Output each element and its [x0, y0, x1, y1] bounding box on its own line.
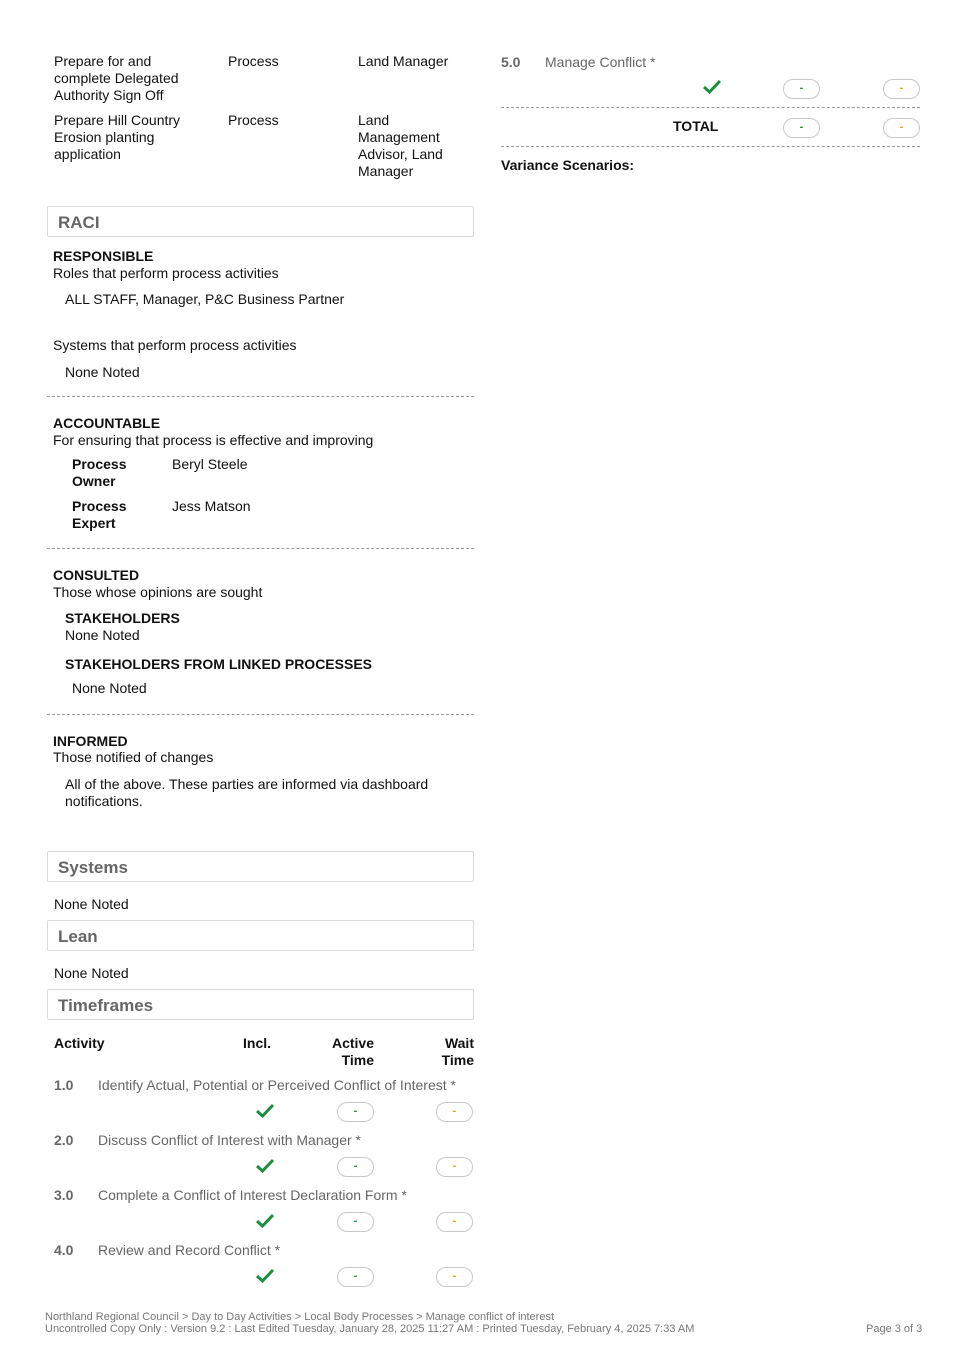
activity-number: 2.0 [54, 1132, 74, 1148]
footer-meta: Uncontrolled Copy Only : Version 9.2 : Last Edited Tuesday, January 28, 2025 11:27 AM : Printed Tuesday, February 4, 2025 7:33 AM [45, 1323, 695, 1335]
activity-name: Complete a Conflict of Interest Declaration Form * [98, 1187, 407, 1203]
total-wait-pill: - [883, 118, 920, 138]
check-icon [256, 1268, 274, 1283]
accountable-heading: ACCOUNTABLE [53, 415, 161, 431]
activity-number: 3.0 [54, 1187, 74, 1203]
divider [501, 107, 920, 108]
process-expert-value: Jess Matson [172, 498, 251, 514]
raci-section-header: RACI [47, 206, 474, 237]
wait-time-pill: - [883, 79, 920, 99]
activity-roles: Land Management Advisor, Land Manager [358, 112, 443, 179]
col-active-time: Active Time [331, 1035, 374, 1068]
activity-roles: Land Manager [358, 53, 449, 69]
col-wait-time: Wait Time [441, 1035, 474, 1068]
divider [47, 714, 474, 715]
wait-time-pill: - [436, 1212, 473, 1232]
activity-type: Process [228, 53, 279, 69]
divider [501, 146, 920, 147]
variance-scenarios-label: Variance Scenarios: [501, 157, 635, 173]
activity-name: Prepare Hill Country Erosion planting application [54, 112, 181, 162]
informed-desc: Those notified of changes [53, 749, 214, 765]
lean-section-value: None Noted [54, 965, 129, 981]
active-time-pill: - [783, 79, 820, 99]
linked-stakeholders-value: None Noted [72, 680, 147, 696]
total-active-pill: - [783, 118, 820, 138]
divider [47, 396, 474, 397]
divider [47, 548, 474, 549]
activity-type: Process [228, 112, 279, 128]
total-label: TOTAL [673, 118, 719, 134]
check-icon [256, 1103, 274, 1118]
wait-time-pill: - [436, 1267, 473, 1287]
activity-number: 1.0 [54, 1077, 74, 1093]
responsible-roles: ALL STAFF, Manager, P&C Business Partner [65, 291, 345, 307]
activity-name: Discuss Conflict of Interest with Manager * [98, 1132, 361, 1148]
col-incl: Incl. [243, 1035, 272, 1051]
check-icon [703, 79, 721, 94]
activity-name: Review and Record Conflict * [98, 1242, 281, 1258]
activity-name: Identify Actual, Potential or Perceived Conflict of Interest * [98, 1077, 456, 1093]
systems-label: Systems that perform process activities [53, 337, 297, 353]
process-owner-label: Process Owner [72, 456, 127, 489]
process-owner-value: Beryl Steele [172, 456, 248, 472]
informed-heading: INFORMED [53, 733, 128, 749]
activity-number: 4.0 [54, 1242, 74, 1258]
wait-time-pill: - [436, 1102, 473, 1122]
activity-name: Prepare for and complete Delegated Authority Sign Off [54, 53, 179, 103]
systems-section-value: None Noted [54, 896, 129, 912]
consulted-desc: Those whose opinions are sought [53, 584, 263, 600]
linked-stakeholders-label: STAKEHOLDERS FROM LINKED PROCESSES [65, 656, 372, 672]
check-icon [256, 1158, 274, 1173]
responsible-heading: RESPONSIBLE [53, 248, 154, 264]
process-expert-label: Process Expert [72, 498, 127, 531]
active-time-pill: - [337, 1267, 374, 1287]
active-time-pill: - [337, 1212, 374, 1232]
check-icon [256, 1213, 274, 1228]
activity-number: 5.0 [501, 54, 521, 70]
lean-section-header: Lean [47, 920, 474, 951]
systems-section-header: Systems [47, 851, 474, 882]
timeframes-section-header: Timeframes [47, 989, 474, 1020]
footer-breadcrumb: Northland Regional Council > Day to Day Activities > Local Body Processes > Manage conflict of interest [45, 1311, 555, 1323]
footer-page-number: Page 3 of 3 [866, 1323, 923, 1335]
activity-name: Manage Conflict * [545, 54, 656, 70]
active-time-pill: - [337, 1157, 374, 1177]
systems-value: None Noted [65, 364, 140, 380]
active-time-pill: - [337, 1102, 374, 1122]
wait-time-pill: - [436, 1157, 473, 1177]
responsible-desc: Roles that perform process activities [53, 265, 279, 281]
stakeholders-label: STAKEHOLDERS [65, 610, 180, 626]
consulted-heading: CONSULTED [53, 567, 140, 583]
informed-value: All of the above. These parties are informed via dashboard notifications. [65, 776, 429, 809]
stakeholders-value: None Noted [65, 627, 140, 643]
accountable-desc: For ensuring that process is effective and improving [53, 432, 374, 448]
col-activity: Activity [54, 1035, 105, 1051]
